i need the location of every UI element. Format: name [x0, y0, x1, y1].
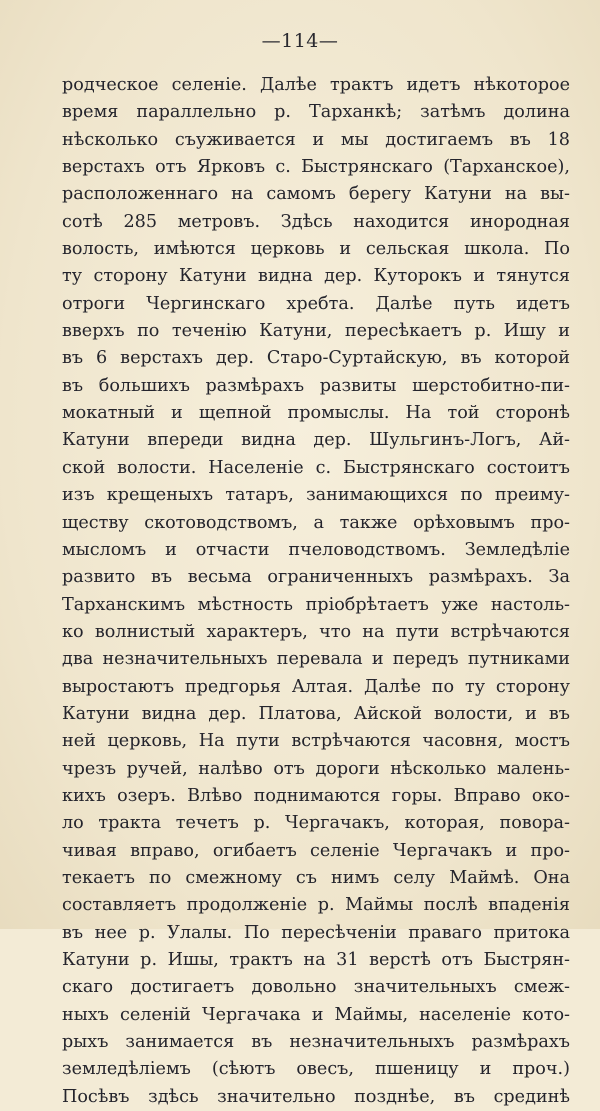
text-line: мокатный и щепной промыслы. На той сторонѣ	[62, 403, 570, 424]
text-line: Катуни р. Ишы, трактъ на 31 верстѣ отъ Быстрян-	[62, 950, 570, 970]
text-line: въ 6 верстахъ дер. Старо-Суртайскую, въ которой	[62, 348, 570, 369]
text-line: ществу скотоводствомъ, а также орѣховымъ про-	[62, 512, 570, 533]
text-line: составляетъ продолженіе р. Маймы послѣ впаденія	[62, 895, 570, 916]
text-line: вверхъ по теченію Катуни, пересѣкаетъ р. Ишу и	[62, 321, 570, 342]
page-number: —114—	[261, 30, 339, 52]
text-line: два незначительныхъ перевала и передъ путниками	[62, 649, 570, 670]
text-line: сотѣ 285 метровъ. Здѣсь находится инородная	[62, 211, 570, 232]
text-line: въ нее р. Улалы. По пересѣченіи праваго притока	[62, 922, 570, 943]
text-line: выростаютъ предгорья Алтая. Далѣе по ту сторону	[62, 676, 570, 697]
text-line: верстахъ отъ Ярковъ с. Быстрянскаго (Тарханское),	[62, 157, 570, 178]
text-line: мысломъ и отчасти пчеловодствомъ. Земледѣліе	[62, 539, 570, 560]
text-line: ней церковь, На пути встрѣчаются часовня, мостъ	[62, 731, 570, 752]
text-line: Катуни видна дер. Платова, Айской волости, и въ	[62, 703, 570, 724]
text-line: ко волнистый характеръ, что на пути встрѣчаются	[62, 621, 570, 642]
text-line: ло тракта течетъ р. Чергачакъ, которая, повора-	[62, 813, 570, 834]
text-line: земледѣліемъ (сѣютъ овесъ, пшеницу и проч.)	[62, 1059, 570, 1080]
text-line: рыхъ занимается въ незначительныхъ размѣрахъ	[62, 1032, 570, 1053]
text-line: волость, имѣются церковь и сельская школа. По	[62, 239, 570, 260]
text-line: ныхъ селеній Чергачака и Маймы, населеніе кото-	[62, 1004, 570, 1025]
text-line: развито въ весьма ограниченныхъ размѣрахъ. За	[62, 567, 570, 588]
text-line: ской волости. Населеніе с. Быстрянскаго состоитъ	[62, 457, 570, 478]
text-line: отроги Чергинскаго хребта. Далѣе путь идетъ	[62, 293, 570, 314]
text-line: чивая вправо, огибаетъ селеніе Чергачакъ и про-	[62, 840, 570, 861]
text-line: расположеннаго на самомъ берегу Катуни на вы-	[62, 184, 570, 205]
body-text	[62, 72, 570, 1111]
text-line: родческое селеніе. Далѣе трактъ идетъ нѣкоторое	[62, 75, 570, 95]
text-line: въ большихъ размѣрахъ развиты шерстобитно-пи-	[62, 375, 570, 396]
text-line: текаетъ по смежному съ нимъ селу Маймѣ. Она	[62, 867, 570, 888]
text-line: ту сторону Катуни видна дер. Куторокъ и тянутся	[62, 266, 570, 287]
text-line: Тарханскимъ мѣстность пріобрѣтаетъ уже настоль-	[62, 594, 570, 615]
text-line: Посѣвъ здѣсь значительно позднѣе, въ срединѣ	[62, 1086, 570, 1107]
text-line: изъ крещеныхъ татаръ, занимающихся по преиму-	[62, 485, 570, 506]
text-line: нѣсколько съуживается и мы достигаемъ въ 18	[62, 129, 570, 150]
text-line: время параллельно р. Тарханкѣ; затѣмъ долина	[62, 102, 570, 123]
text-line: Катуни впереди видна дер. Шульгинъ-Логъ, Ай-	[62, 430, 570, 451]
text-line: скаго достигаетъ довольно значительныхъ смеж-	[62, 977, 570, 998]
text-line: чрезъ ручей, налѣво отъ дороги нѣсколько малень-	[62, 758, 570, 779]
text-line: кихъ озеръ. Влѣво поднимаются горы. Вправо око-	[62, 785, 570, 806]
